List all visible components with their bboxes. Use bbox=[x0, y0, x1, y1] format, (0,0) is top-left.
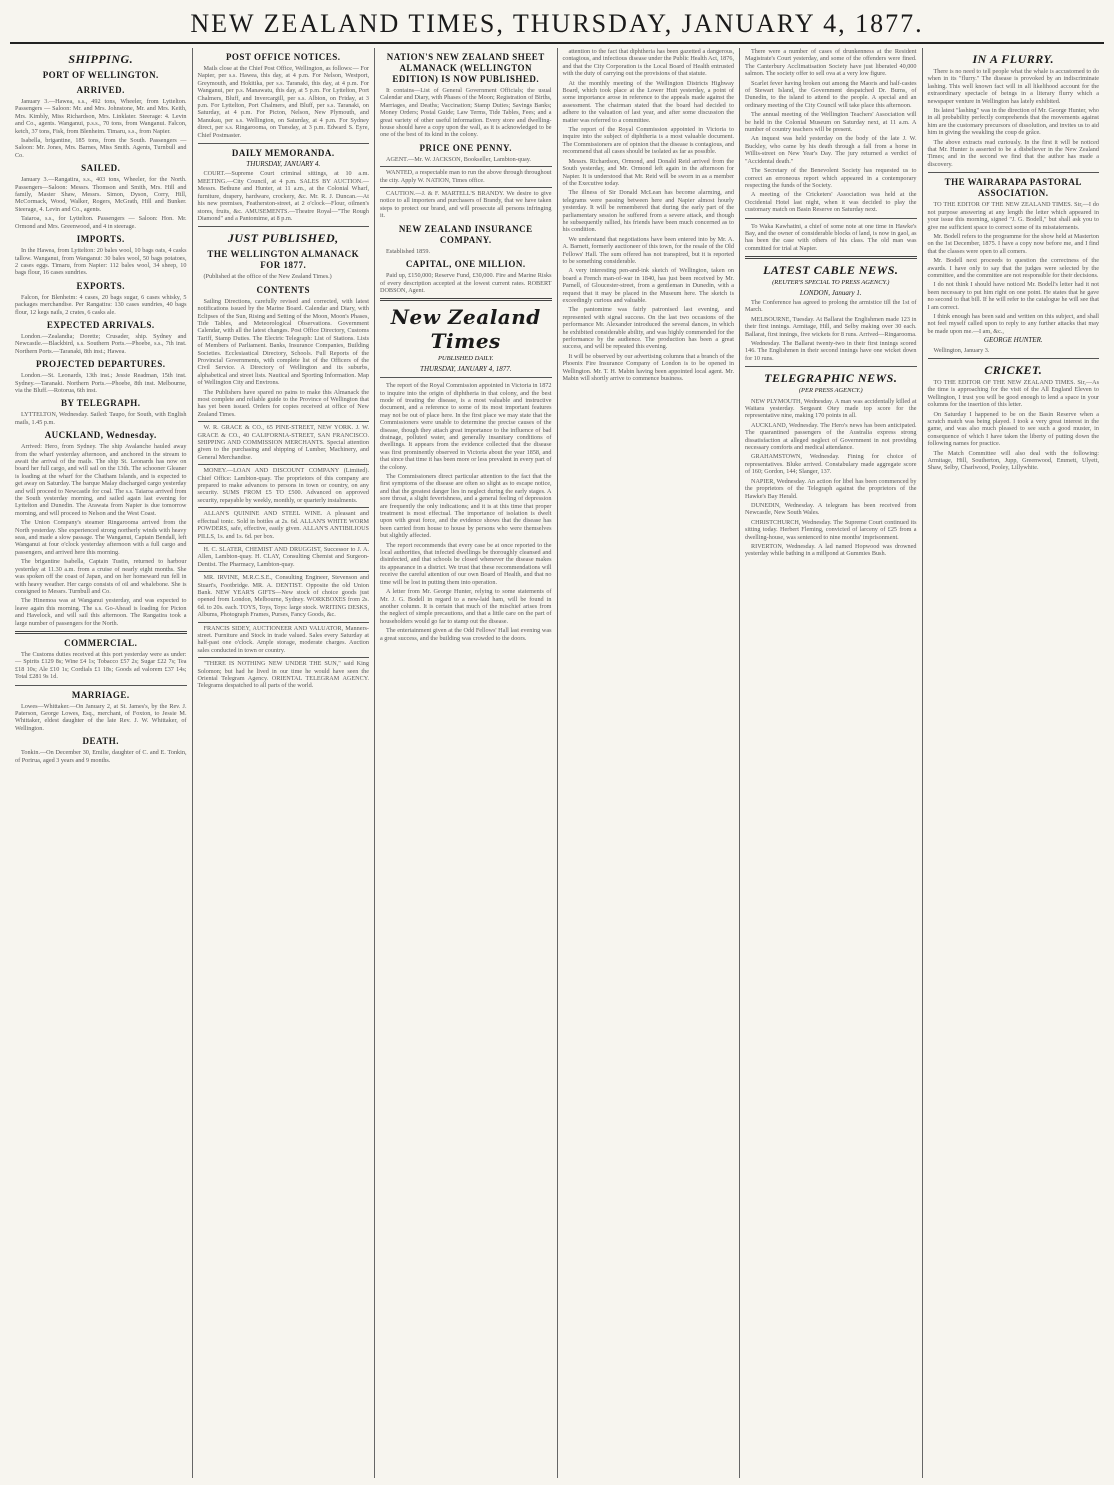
projected-heading: PROJECTED DEPARTURES. bbox=[35, 359, 166, 370]
capital-line: CAPITAL, ONE MILLION. bbox=[405, 259, 526, 270]
marriage-heading: MARRIAGE. bbox=[71, 689, 130, 700]
auckland-heading: AUCKLAND, Wednesday. bbox=[44, 430, 157, 441]
masthead: NEW ZEALAND TIMES, THURSDAY, JANUARY 4, 1877. bbox=[10, 6, 1104, 44]
memo-date: THURSDAY, JANUARY 4. bbox=[246, 160, 321, 169]
paper-title: New Zealand Times bbox=[390, 305, 541, 354]
signature: GEORGE HUNTER. bbox=[983, 336, 1043, 345]
contents-heading: CONTENTS bbox=[256, 284, 310, 295]
port-heading: PORT OF WELLINGTON. bbox=[42, 70, 159, 80]
commercial-heading: COMMERCIAL. bbox=[64, 637, 138, 648]
nations-almanack-heading: NATION'S NEW ZEALAND SHEET ALMANACK (WELLINGTON EDITION) IS NOW PUBLISHED. bbox=[386, 52, 545, 84]
just-published-heading: JUST PUBLISHED, bbox=[227, 231, 339, 246]
reuters-line: (REUTER'S SPECIAL TO PRESS AGENCY.) bbox=[772, 279, 890, 287]
telegraphic-news-heading: TELEGRAPHIC NEWS. bbox=[764, 371, 898, 386]
arrived-heading: ARRIVED. bbox=[76, 85, 125, 95]
cricket-heading: CRICKET. bbox=[984, 363, 1043, 377]
exports-heading: EXPORTS. bbox=[76, 280, 125, 291]
by-telegraph-heading: BY TELEGRAPH. bbox=[60, 398, 141, 409]
imports-heading: IMPORTS. bbox=[76, 234, 125, 245]
death-heading: DEATH. bbox=[82, 736, 120, 747]
shipping-heading: SHIPPING. bbox=[68, 52, 134, 66]
arrived-text: January 3.—Hawea, s.s., 492 tons, Wheeler, from Lyttelton. Passengers — Saloon: Mr. and Mrs. Johnstone, Mr. and Mrs. Keith, Mrs. Kimbly, Miss Richardson, Mrs. Linklater. Steerage: 4. Levin and Co., agents. Wanganui, p.s.s., 70 tons, from Wanganui. Falcon, ketch, 37 tons, Fisk, from Blenheim. Timaru, s.s., from Napier. bbox=[15, 98, 187, 135]
latest-cable-heading: LATEST CABLE NEWS. bbox=[763, 263, 899, 278]
press-agency-line: (PER PRESS AGENCY.) bbox=[798, 387, 863, 395]
post-office-heading: POST OFFICE NOTICES. bbox=[225, 52, 341, 62]
published-line: PUBLISHED DAILY. bbox=[437, 355, 494, 363]
columns bbox=[10, 48, 1104, 1478]
column-4: attention to the fact that diphtheria has been gazetted a dangerous, contagious, and infectious disease under the Public Health Act, 1876, and that the City Corporation is the Local Board of Health entrusted with the duty of carrying out the provisions of that statute. At the monthly meeting of the Wellington Districts Highway Board, which took place at the Lower Hutt yesterday, a point of some importance arose in reference to the appeals made against the assessment. The chairman stated that the board had decided to adhere to the valuation of last year, and after some discussion the matter was referred to a committee. The report of the Royal Commission appointed in Victoria to inquire into the subject of diphtheria is a most valuable document. The Commissioners are of opinion that the disease is contagious, and recommend that all cases should be isolated as far as possible. Messrs. Richardson, Ormond, and Donald Reid arrived from the South yesterday, and Mr. Ormond left again in the afternoon for Napier. It is understood that Mr. Reid will be sworn in as a member of the Executive today. The illness of Sir Donald McLean has become alarming, and telegrams were passing between here and Napier almost hourly yesterday. It will be remembered that during the early part of the parliamentary session he suffered from a severe attack, and though he subsequently rallied, his friends have been much concerned as to his condition. We understand that negotiations have been entered into by Mr. A. A. Barnett, formerly auctioneer of this town, for the resale of the Old Fellows' Hall. The sum offered has not transpired, but it is reported to be something considerable. A very interesting pen-and-ink sketch of Wellington, taken on board a French man-of-war in 1840, has just been received by Mr. Parnell, of Gloucester-street, from a gentleman in Dunedin, with a request that it may be placed in the Museum here. The sketch is exceedingly curious and valuable. The pantomime was fairly patronised last evening, and represented with signal success. On the last two occasions of the performance Mr. Alexander introduced the several dances, in which he exhibited considerable ability, and was highly commended for the performance by the audience. The production has been a great success, and will be repeated this evening. It will be observed by our advertising columns that a branch of the Phoenix Fire Insurance Company of London is to be opened in Wellington. Mr. T. H. Mabin having been appointed local agent. Mr. Mabin will shortly arrive to commence business. bbox=[558, 48, 741, 1478]
issue-date: THURSDAY, JANUARY 4, 1877. bbox=[420, 364, 512, 373]
london-dateline: LONDON, January 1. bbox=[799, 288, 862, 297]
in-a-flurry-heading: IN A FLURRY. bbox=[972, 52, 1054, 66]
column-2: POST OFFICE NOTICES. Mails close at the Chief Post Office, Wellington, as follows:— For Napier, per s.s. Hawea, this day, at 4 p.m. For Nelson, Westport, Greymouth, and Hokitika, per s.s. Taranaki, this day, at 4 p.m. For Wanganui, per p.s. Manawatu, this day, at 5 p.m. For Lyttelton, Port Chalmers, Bluff, and Invercargill, per s.s. Albion, on Friday, at 3 p.m. For Lyttelton, Port Chalmers, and Bluff, per s.s. Taranaki, on Saturday, at 4 p.m. For Picton, Nelson, New Plymouth, and Manukau, per s.s. Wellington, on Saturday, at 4 p.m. For Sydney direct, per s.s. Ringarooma, on Tuesday, at 3 p.m. Edward S. Eyre, Chief Postmaster. DAILY MEMORANDA. THURSDAY, JANUARY 4. COURT.—Supreme Court criminal sittings, at 10 a.m. MEETING.—City Council, at 4 p.m. SALES BY AUCTION.—Messrs. Bethune and Hunter, at 11 a.m., at the Colonial Wharf, furniture, drapery, hardware, crockery, &c. Mr. R. J. Duncan.—At his new premises, Featherston-street, at 2 o'clock—Flour, oilmen's stores, fruits, &c. AMUSEMENTS.—Theatre Royal—"The Rough Diamond" and a Pantomime, at 8 p.m. JUST PUBLISHED, THE WELLINGTON ALMANACK FOR 1877. (Published at the office of the New Zealand Times.) CONTENTS Sailing Directions, carefully revised and corrected, with latest notifications issued by the Marine Board. Calendar and Diary, with Eclipses of the Sun, Rising and Setting of the Moon, Moon's Phases, Tide Tables, and Meteorological Observations. Government Calendar, with all the latest changes. Post Office Directory, Customs Tariff, Stamp Duties. The Electric Telegraph: List of Stations. Lists of Members of Parliament. Banks, Insurance Companies, Building Societies. Ecclesiastical Directory, Schools. Full Reports of the Provincial Governments, with complete list of the Officers of the Civil Service. A Directory of Wellington and its suburbs, alphabetical and street lists. Nautical and Sporting Information. Map of Wellington City and Environs. The Publishers have spared no pains to make this Almanack the most complete and reliable guide to the Province of Wellington that has yet been issued. Orders for copies received at office of New Zealand Times. W. R. GRACE & CO., 65 PINE-STREET, NEW YORK. J. W. GRACE & CO., 40 CALIFORNIA-STREET, SAN FRANCISCO. SHIPPING AND COMMISSION MERCHANTS. Special attention given to the purchasing and shipping of Lumber, Machinery, and General Merchandise. MONEY.—LOAN AND DISCOUNT COMPANY (Limited). Chief Office: Lambton-quay. The proprietors of this company are prepared to make advances to persons in town or country, on any security. SUMS FROM £5 TO £500. Advanced on approved security, repayable by weekly, monthly, or quarterly instalments. ALLAN'S QUININE AND STEEL WINE. A pleasant and effectual tonic. Sold in bottles at 2s. 6d. ALLAN'S WHITE WORM POWDERS, safe, effective, easily given. ALLAN'S ANTIBILIOUS PILLS, 1s. and 1s. 6d. per box. H. C. SLATER, CHEMIST AND DRUGGIST, Successor to J. A. Allen, Lambton-quay. H. CLAY, Consulting Chemist and Surgeon-Dentist. The Pharmacy, Lambton-quay. MR. IRVINE, M.R.C.S.E., Consulting Engineer, Stevenson and Stuart's, Footbridge. MR. A. DENTIST. Opposite the old Union Bank. NEW YEAR'S GIFTS—New stock of choice goods just opened from London, Melbourne, Sydney. WORKBOXES from 2s. 6d. to 20s. each. TOYS, Toys, Toys: large stock. WRITING DESKS, Albums, Photograph Frames, Purses, Fancy Goods, &c. FRANCIS SIDEY, AUCTIONEER AND VALUATOR, Manners-street. Furniture and Stock in trade valued. Sales every Saturday at half-past one o'clock. Ample storage, moderate charges. Auction sales conducted in town or country. "THERE IS NOTHING NEW UNDER THE SUN," said King Solomon; but had he lived in our time he would have seen the Oriental Telegram Agency. ORIENTAL TELEGRAM AGENCY. Telegrams despatched to all parts of the world. bbox=[193, 48, 376, 1478]
column-6: IN A FLURRY. There is no need to tell people what the whale is accustomed to do when in its "flurry." The disease is provoked by an indiscriminate lashing. This well known fact will in all likelihood account for the extraordinary spectacle of beings in a literary flurry which a newspaper venture in Wellington has lately exhibited. Its latest "lashing" was in the direction of Mr. George Hunter, who in all probability perfectly comprehends that the movements against him are the customary precursors of dissolution, and invites us to aid him in giving the weakling the coup de grâce. The above extracts read curiously. In the first it will be noticed that Mr. Hunter is asserted to be a disbeliever in the New Zealand Times; and in the second we find that the author has made a discovery. THE WAIRARAPA PASTORAL ASSOCIATION. TO THE EDITOR OF THE NEW ZEALAND TIMES. Sir,—I do not purpose answering at any length the letter which appeared in your issue this morning, signed "J. G. Bodell," but shall ask you to give me sufficient space to correct some of its misstatements. Mr. Bodell refers to the programme for the show held at Masterton on the 1st December, 1875. I have a copy now before me, and I find that the classes were open to all comers. Mr. Bodell next proceeds to question the correctness of the awards. I have only to say that the judges were selected by the committee, and the committee are not responsible for their decisions. I do not think I should have noticed Mr. Bodell's letter had it not been necessary to put him right on one point. He states that he gave no second to that bill. If he will refer to the catalogue he will see that I am correct. I think enough has been said and written on this subject, and shall not feel myself called upon to reply to any further attacks that may be made upon me.—I am, &c., GEORGE HUNTER. Wellington, January 3. CRICKET. TO THE EDITOR OF THE NEW ZEALAND TIMES. Sir,—As the time is approaching for the visit of the All England Eleven to Wellington, I trust you will be good enough to lend a space in your columns for the insertion of this letter. On Saturday I happened to be on the Basin Reserve when a scratch match was being played. I took a very great interest in the game, and was also much pleased to see such a good muster, in consequence of which I have taken the liberty of putting down the following names for practice. The Match Committee will also deal with the following: Armitage, Hill, Southerton, Jupp, Greenwood, Emmett, Ulyett, Shaw, Selby, Charlwood, Pooley, Lillywhite. bbox=[927, 52, 1099, 472]
daily-memoranda-heading: DAILY MEMORANDA. bbox=[231, 148, 335, 159]
column-5: There were a number of cases of drunkenness at the Resident Magistrate's Court yesterday, and some of the offenders were fined. The Canterbury Acclimatisation Society have just liberated 40,000 salmon. The society offer to sell ova at a very low figure. Scarlet fever having broken out among the Maoris and half-castes of Stewart Island, the Government despatched Dr. Burns, of Dunedin, to the island to attend to the people. A special and an ordinary meeting of the City Council will take place this afternoon. The annual meeting of the Wellington Teachers' Association will be held in the Colonial Museum on Saturday next, at 11 a.m. A number of country teachers will be present. An inquest was held yesterday on the body of the late J. W. Buckley, who came by his death through a fall from a horse in Willis-street on New Year's Day. The jury returned a verdict of "Accidental death." The Secretary of the Benevolent Society has requested us to correct an erroneous report which appeared in a contemporary respecting the funds of the Society. A meeting of the Cricketers' Association was held at the Occidental Hotel last night, when it was decided to play the customary match on Basin Reserve on Saturday next. To Waka Kawhatini, a chief of some note at one time in Hawke's Bay, and the owner of considerable blocks of land, is now in gaol, as has been the case with others of his class. The old man was committed for trial at Napier. LATEST CABLE NEWS. (REUTER'S SPECIAL TO PRESS AGENCY.) LONDON, January 1. The Conference has agreed to prolong the armistice till the 1st of March. MELBOURNE, Tuesday. At Ballarat the Englishmen made 123 in their first innings. Armitage, Hill, and Selby making over 30 each. Ballarat, first innings, five wickets for 8 runs. Arrived—Ringarooma. Wednesday. The Ballarat twenty-two in their first innings scored 146. The Englishmen in their second innings have one wicket down for 10 runs. TELEGRAPHIC NEWS. (PER PRESS AGENCY.) NEW PLYMOUTH, Wednesday. A man was accidentally killed at Waitara yesterday. Sergeant Otey made top score for the representative nine, making 170 points in all. AUCKLAND, Wednesday. The Hero's news has been anticipated. The quarantined passengers of the Australia express strong dissatisfaction at alleged neglect of Government in not providing necessary comforts and medical attendance. GRAHAMSTOWN, Wednesday. Fining for choice of representatives. Bluke arrived. Constabulary made aggregate score of 160; Gordon, 144; Slanger, 137. NAPIER, Wednesday. An action for libel has been commenced by the proprietors of the Telegraph against the proprietors of the Hawke's Bay Herald. DUNEDIN, Wednesday. A telegram has been received from Newcastle, New South Wales. CHRISTCHURCH, Wednesday. The Supreme Court continued its sitting today. Herbert Fleming, convicted of larceny of £25 from a dwelling-house, was sentenced to nine months' imprisonment. RIVERTON, Wednesday. A lad named Hopwood was drowned yesterday while bathing in a millpond at Gummies Bush. bbox=[740, 48, 923, 1478]
column-1: SHIPPING. PORT OF WELLINGTON. ARRIVED. January 3.—Hawea, s.s., 492 tons, Wheeler, from Lyttelton. Passengers — Saloon: Mr. and Mrs. Johnstone, Mr. and Mrs. Keith, Mrs. Kimbly, Miss Richardson, Mrs. Linklater. Steerage: 4. Levin and Co., agents. Wanganui, p.s.s., 70 tons, from Wanganui. Falcon, ketch, 37 tons, Fisk, from Blenheim. Timaru, s.s., from Napier. Isabella, brigantine, 185 tons, from the South. Passengers — Saloon: Mr. Jones, Mrs. Barnes, Miss Smith. Agents, Turnbull and Co. SAILED. January 3.—Rangatira, s.s., 403 tons, Wheeler, for the North. Passengers—Saloon: Messrs. Thomson and Smith, Mrs. Hill and family, Master Shaw, Messrs. Simon, Dyson, Corry, Hill, McCormack, Wood, Walker, Rogers, McGrath, Hill and Bunker. Steerage, 4. Levin and Co., agents. Taiaroa, s.s., for Lyttelton. Passengers — Saloon: Hon. Mr. Ormond and Mrs. Greenwood, and 4 in steerage. IMPORTS. In the Hawea, from Lyttelton: 20 bales wool, 10 bags oats, 4 casks tallow. Wanganui, from Wanganui: 30 bales wool, 50 bags potatoes, 2 cases eggs. Timaru, from Napier: 112 bales wool, 34 sheep, 10 bags flour, 16 cases sundries. EXPORTS. Falcon, for Blenheim: 4 cases, 20 bags sugar, 6 cases whisky, 5 packages merchandise. Per Rangatira: 130 cases sundries, 40 bags flour, 12 kegs nails, 2 crates, 6 casks ale. EXPECTED ARRIVALS. London.—Zealandia; Dorette; Crusader, ship. Sydney and Newcastle.—Blackbird, s.s. Southern Ports.—Phoebe, s.s., 7th inst. Northern Ports.—Taranaki, 8th inst.; Hawea. PROJECTED DEPARTURES. London.—St. Leonards, 13th inst.; Jessie Readman, 15th inst. Sydney.—Taranaki. Northern Ports.—Phoebe, 8th inst. Melbourne, via the Bluff.—Rotorua, 6th inst. BY TELEGRAPH. LYTTELTON, Wednesday. Sailed: Taupo, for South, with English mails, 1.45 p.m. AUCKLAND, Wednesday. Arrived: Hero, from Sydney. The ship Avalanche hauled away from the wharf yesterday afternoon, and anchored in the stream to await the arrival of the mails. The ship St. Leonards has now on board her full cargo, and will sail on the 13th. The schooner Gleaner is loading at the wharf for the Chatham Islands, and is expected to get away on Saturday. The barque Malay discharged cargo yesterday and will proceed to Newcastle for coal. The s.s. Taiaroa arrived from the South yesterday morning, and sailed again last evening for Lyttelton and Dunedin. The Arawata from Napier is due tomorrow morning, and will proceed to Nelson and the West Coast. The Union Company's steamer Ringarooma arrived from the North yesterday. She experienced strong northerly winds with heavy seas, and made a slow passage. The Wanganui, Captain Bendall, left Wanganui at four o'clock yesterday afternoon with a full cargo and passengers, and arrived here this morning. The brigantine Isabella, Captain Tustin, returned to harbour yesterday at 11.30 a.m. from a cruise of nearly eight months. She was spoken off the coast of Japan, and on her homeward run fell in with heavy weather. Her cargo consists of oil and whalebone. She is consigned to Messrs. Turnbull and Co. The Hinemoa was at Wanganui yesterday, and was expected to leave again this morning. The s.s. Go-Ahead is loading for Picton and Havelock, and will sail this afternoon. The Rangatira took a large number of passengers for the North. COMMERCIAL. The Customs duties received at this port yesterday were as under:— Spirits £129 8s; Wine £4 1s; Tobacco £57 2s; Sugar £22 7s; Tea £18 10s; Ale £10 1s; Cordials £1 18s; Goods ad valorem £37 14s; Total £281 9s 1d. MARRIAGE. Lowes—Whittaker.—On January 2, at St. James's, by the Rev. J. Paterson, George Lowes, Esq., merchant, of Foxton, to Jessie M. Whittaker, eldest daughter of the late Rev. J. W. Whittaker, of Wellington. DEATH. Tonkin.—On December 30, Emilie, daughter of C. and E. Tonkin, of Porirua, aged 3 years and 9 months. bbox=[10, 48, 193, 1478]
price-line: PRICE ONE PENNY. bbox=[419, 142, 512, 153]
column-3: NATION'S NEW ZEALAND SHEET ALMANACK (WELLINGTON EDITION) IS NOW PUBLISHED. It contains—List of General Government Officials; the usual Calendar and Diary, with Phases of the Moon; Registration of Births, Marriages, and Deaths; Vaccination; Stamp Duties; Savings Banks; Money Orders; Postal Guide; Law Terms, Tide Tables, Fees; and a great variety of other useful information. Every store and dwelling-house should have a copy upon the wall, as it is acknowledged to be one of the best of its kind in the colony. PRICE ONE PENNY. AGENT.—Mr. W. JACKSON, Bookseller, Lambton-quay. WANTED, a respectable man to run the above through throughout the city. Apply W. NATION, Times office. CAUTION.—J. & F. MARTELL'S BRANDY. We desire to give notice to all importers and purchasers of Brandy, that we have taken steps to protect our brand, and will prosecute all persons infringing it. NEW ZEALAND INSURANCE COMPANY. Established 1859. CAPITAL, ONE MILLION. Paid up, £150,000; Reserve Fund, £30,000. Fire and Marine Risks of every description accepted at the lowest current rates. ROBERT DOBSON, Agent. New Zealand Times PUBLISHED DAILY. THURSDAY, JANUARY 4, 1877. The report of the Royal Commission appointed in Victoria in 1872 to inquire into the origin of diphtheria in that colony, and the best mode of treating the disease, is a most valuable and instructive document, and a reference to some of its most important features may not be out of place here. In the first place we may state that the Commissioners were unable to determine the precise causes of the disease, though they attach great importance to the influence of bad drainage, polluted water, and generally insanitary conditions of dwellings. It appears from the evidence collected that the disease was first prominently observed in Victoria about the year 1858, and that since that time it has been more or less prevalent in every part of the colony. The Commissioners direct particular attention to the fact that the first symptoms of the disease are often so slight as to escape notice, and that the greatest danger lies in neglect during the early stages. A sore throat, a slight feverishness, and a general feeling of depression are frequently the only indications; and it is at this time that proper treatment is most effectual. The importance of isolation is dwelt upon with great force, and the evidence shows that the disease has been carried from house to house by persons who were themselves but slightly affected. The report recommends that every case be at once reported to the local authorities, that infected dwellings be thoroughly cleansed and disinfected, and that schools be closed whenever the disease makes its appearance in a district. We trust that these recommendations will receive the careful attention of our own Board of Health, and that no time will be lost in putting them into operation. A letter from Mr. George Hunter, relying to some statements of Mr. J. G. Bodell in regard to a new-laid ham, will be found in another column. It is certain that much of the mischief arises from the neglect of simple precautions, and that a little care on the part of householders would go far to stamp out the disease. The entertainment given at the Odd Fellows' Hall last evening was a great success, and the building was crowded to the doors. bbox=[375, 48, 558, 1478]
sailed-heading: SAILED. bbox=[81, 163, 121, 174]
wairarapa-heading: THE WAIRARAPA PASTORAL ASSOCIATION. bbox=[944, 177, 1082, 199]
expected-heading: EXPECTED ARRIVALS. bbox=[46, 319, 155, 330]
almanack-title: THE WELLINGTON ALMANACK FOR 1877. bbox=[207, 249, 360, 271]
nz-insurance-heading: NEW ZEALAND INSURANCE COMPANY. bbox=[398, 223, 533, 245]
